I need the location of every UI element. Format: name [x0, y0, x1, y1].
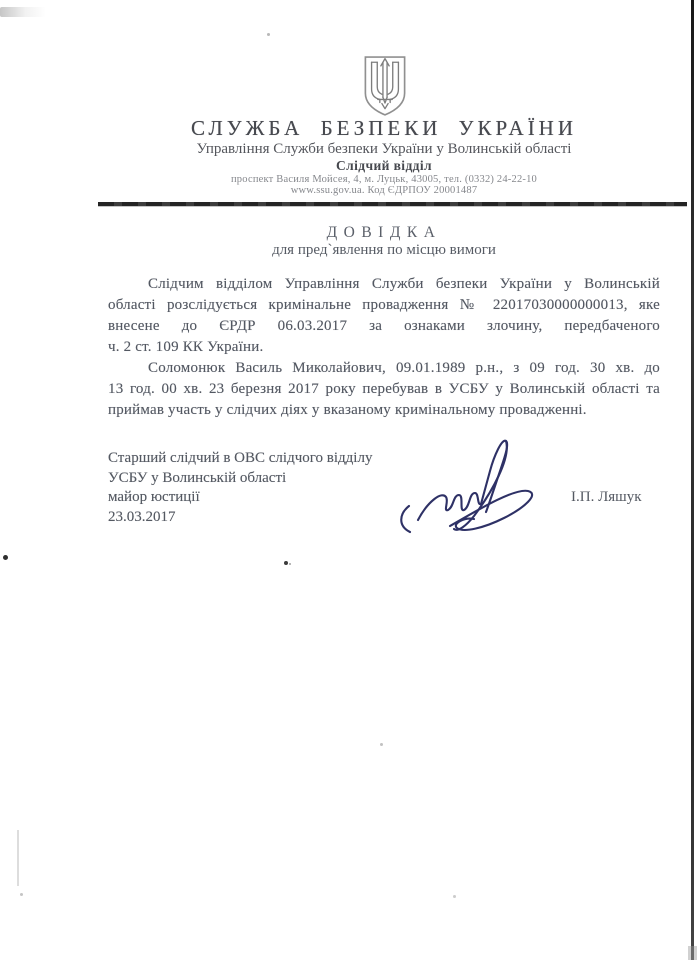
ink-dot-artifact	[284, 561, 288, 565]
text-line: Слідчим відділом Управління Служби безпеки України у Волинській	[148, 276, 660, 292]
signer-position-line-1: Старший слідчий в ОВС слідчого відділу	[108, 450, 373, 466]
left-edge-scan-streak	[17, 830, 19, 886]
ink-dot-artifact	[453, 895, 456, 898]
department-line: Управління Служби безпеки України у Волинській області	[196, 141, 572, 157]
document-title: ДОВІДКА	[326, 224, 442, 241]
handwritten-signature	[393, 431, 545, 543]
ink-dot-artifact	[267, 33, 270, 36]
signer-position-block	[108, 449, 438, 527]
unit-line: Слідчий відділ	[335, 158, 433, 173]
right-edge-scan-cap	[688, 946, 697, 960]
signer-rank-line: майор юстиції	[108, 489, 200, 505]
ink-dot-artifact	[380, 743, 383, 746]
text-line: ч. 2 ст. 109 КК України.	[108, 339, 264, 355]
text-line: 13 год. 00 хв. 23 березня 2017 року перебував в УСБУ у Волинській області та	[108, 381, 660, 397]
paragraph-person-info	[108, 360, 660, 423]
text-line: внесене до ЄРДР 06.03.2017 за ознаками злочину, передбаченого	[108, 318, 660, 334]
ink-dot-artifact	[3, 555, 8, 560]
text-line: Соломонюк Василь Миколайович, 09.01.1989 р.н., з 09 год. 30 хв. до	[148, 360, 660, 376]
text-line: приймав участь у слідчих діях у вказаному кримінальному провадженні.	[108, 402, 587, 418]
document-body	[108, 276, 660, 423]
signer-name: І.П. Ляшук	[571, 489, 642, 505]
right-edge-scan-line	[691, 0, 694, 960]
paragraph-case-info	[108, 276, 660, 360]
ink-dot-artifact	[20, 893, 23, 896]
address-line: проспект Василя Мойсея, 4, м. Луцьк, 43005, тел. (0332) 24-22-10	[230, 174, 538, 185]
document-subtitle: для пред`явлення по місцю вимоги	[272, 242, 496, 258]
org-name-title: СЛУЖБА БЕЗПЕКИ УКРАЇНИ	[190, 116, 578, 140]
header-divider-rule	[98, 202, 687, 206]
registry-code-line: www.ssu.gov.ua. Код ЄДРПОУ 20001487	[290, 185, 478, 196]
text-line: області розслідується кримінальне провадження № 22017030000000013, яке	[108, 297, 660, 313]
top-left-scan-smudge	[0, 7, 46, 17]
signature-date: 23.03.2017	[108, 508, 176, 525]
signer-position-line-2: УСБУ у Волинській області	[108, 469, 287, 486]
ukraine-trident-emblem-icon	[361, 54, 409, 118]
